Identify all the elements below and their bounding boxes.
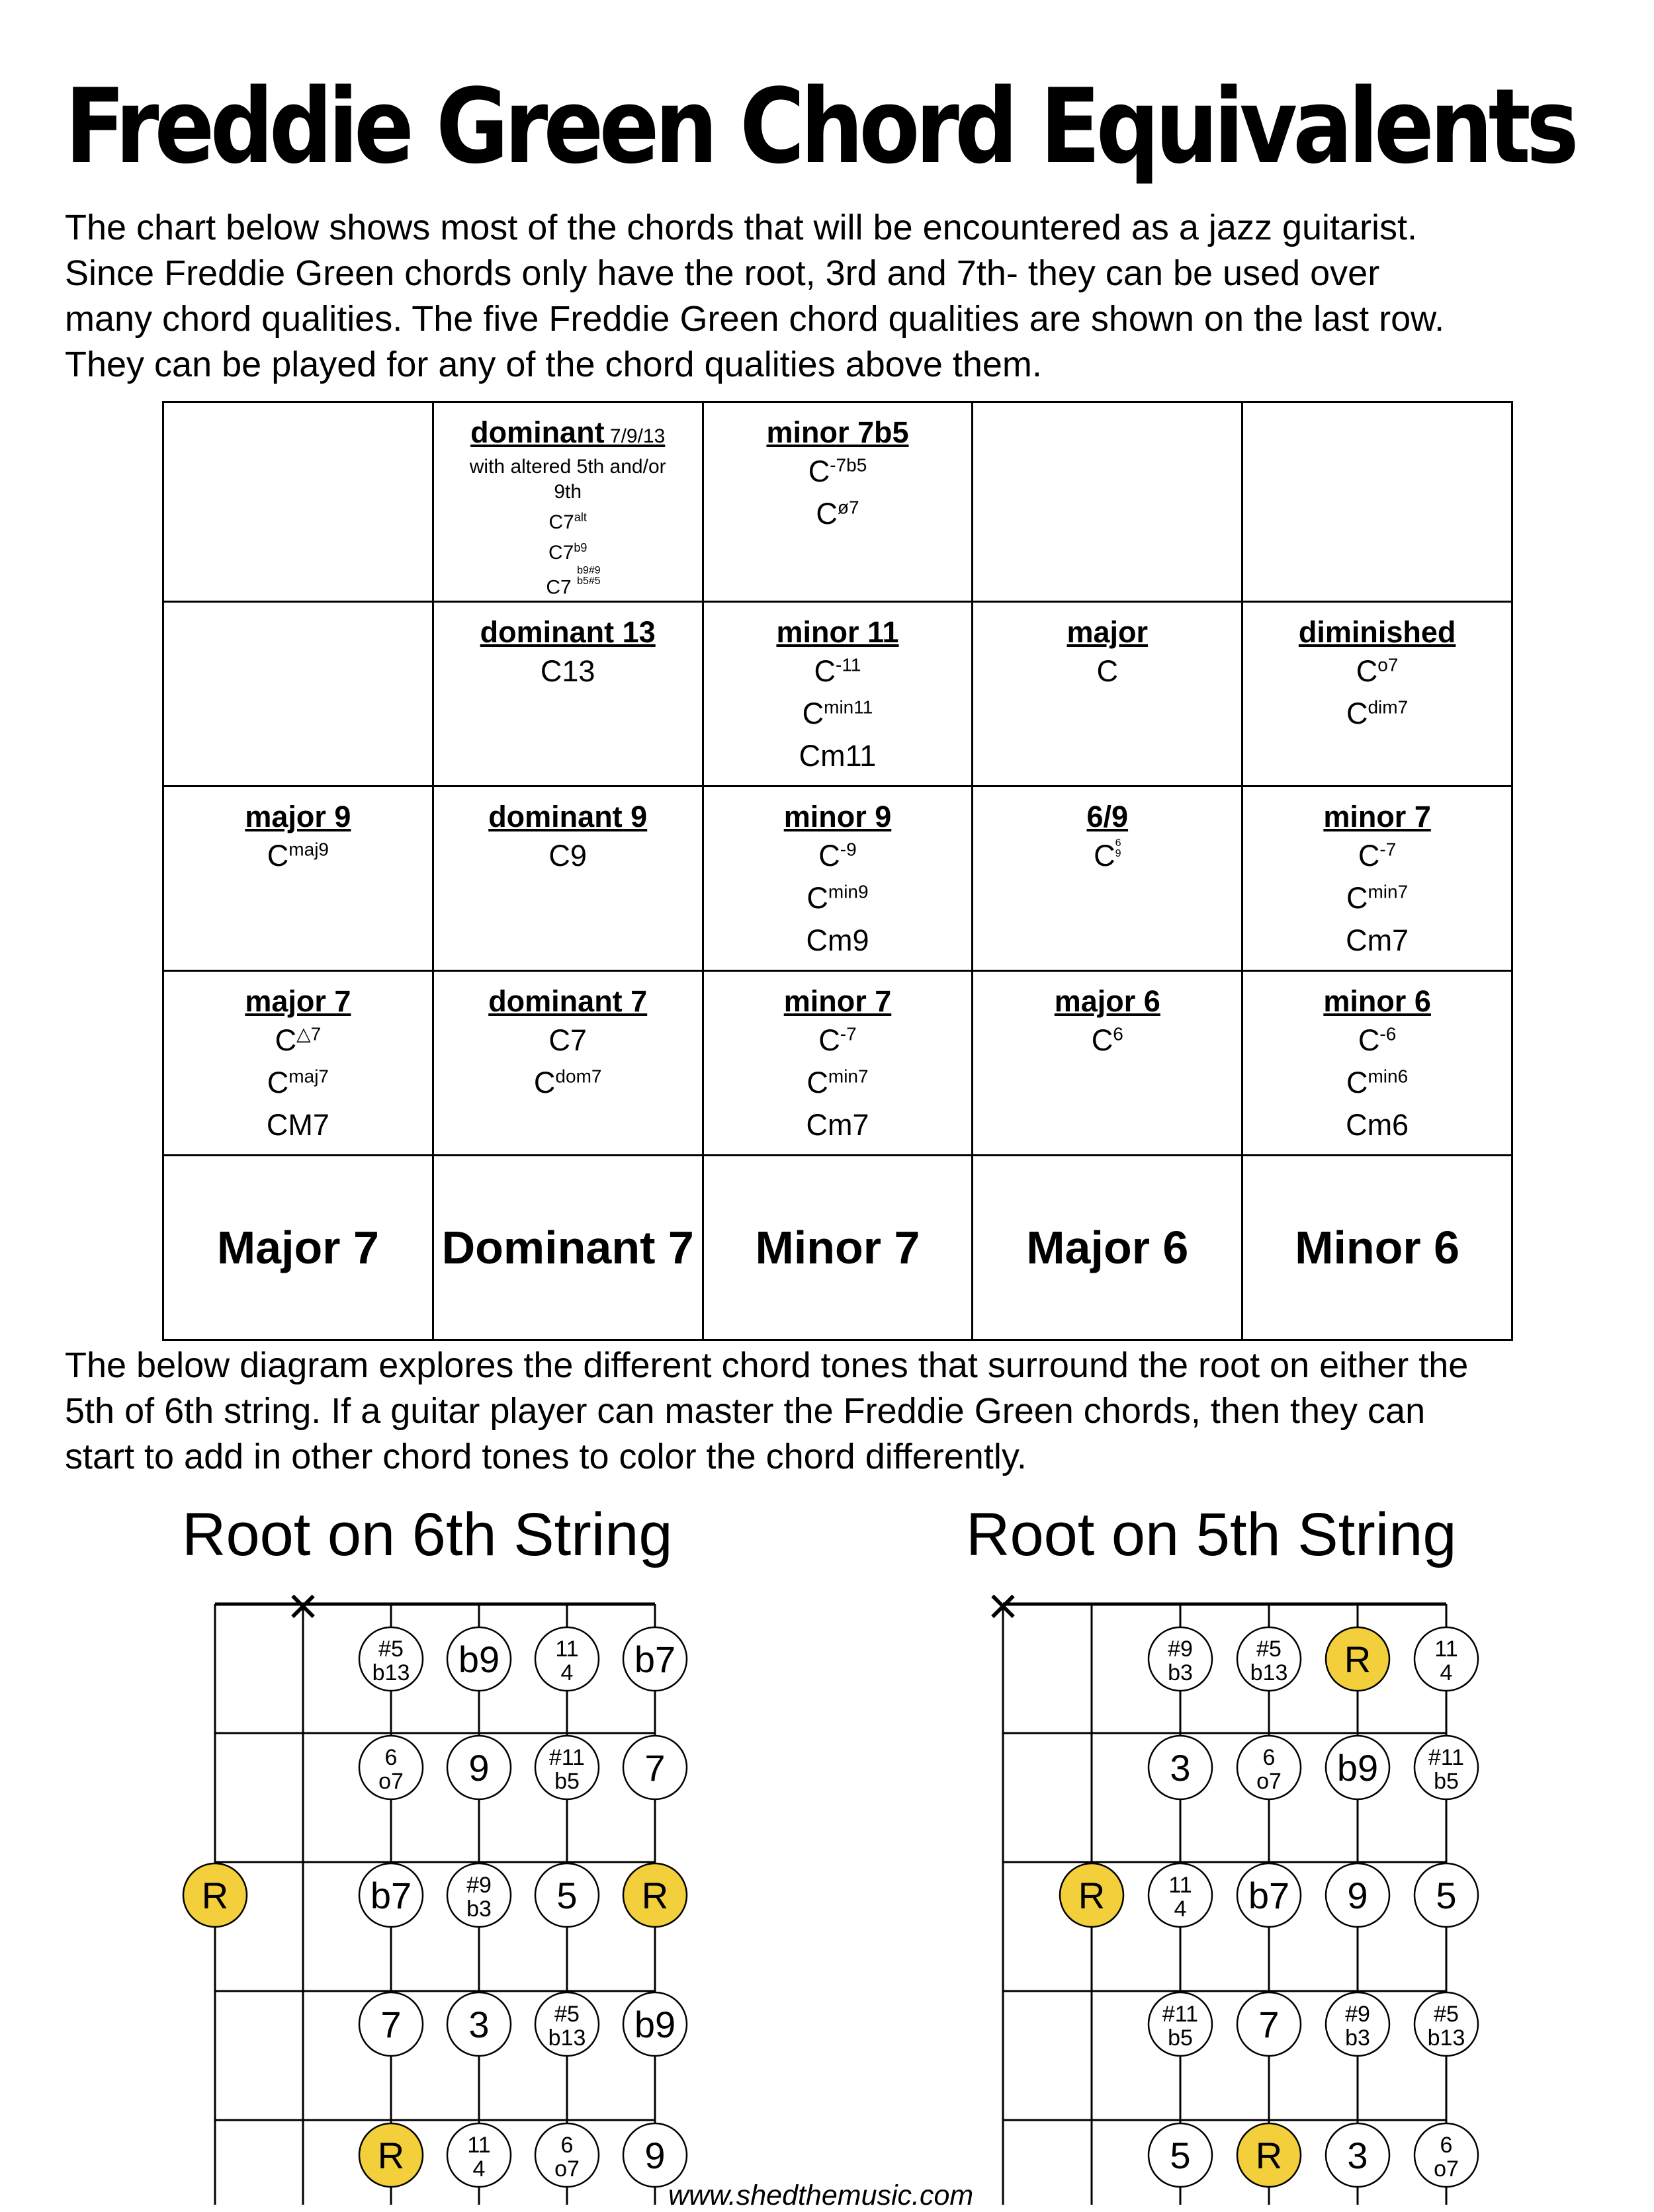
chord-tone-dot — [359, 1627, 423, 1691]
chord-symbol: $C^{-9}$ — [818, 839, 857, 873]
root-note-dot — [1326, 1627, 1389, 1691]
note-label: b3 — [1168, 1660, 1193, 1685]
note-label: o7 — [554, 2156, 580, 2182]
note-label: 11 — [1434, 1637, 1458, 1662]
note-label: 5 — [556, 1875, 578, 1916]
chord-tone-dot — [1415, 2123, 1478, 2187]
root-note-dot — [1237, 2123, 1301, 2187]
root-note-dot — [1060, 1863, 1123, 1927]
note-label: 3 — [468, 2004, 490, 2045]
note-label: 5 — [1436, 1875, 1457, 1916]
chord-symbol: $C^{dim7}$ — [1346, 697, 1409, 731]
chord-symbol: $C^{ø7}$ — [816, 497, 859, 531]
note-label: 3 — [1170, 1747, 1191, 1789]
chord-symbol: $C^{\triangle 7}$ — [275, 1023, 322, 1058]
note-label: b7 — [634, 1638, 676, 1680]
cell-title: minor 9 — [783, 800, 892, 834]
chord-tone-dot — [1415, 1863, 1478, 1927]
note-label: 9 — [644, 2135, 666, 2176]
note-label: b5 — [1168, 2025, 1193, 2051]
chord-tone-dot — [1326, 1736, 1389, 1799]
chord-tone-dot — [1415, 1736, 1478, 1799]
chord-tone-dot — [623, 1627, 687, 1691]
chord-tone-dot — [359, 1863, 423, 1927]
note-label: #11 — [1162, 2002, 1199, 2027]
intro-line: Since Freddie Green chords only have the root, 3rd and 7th- they can be used over — [65, 253, 1380, 293]
chord-symbol: $C^{-7b5}$ — [808, 454, 867, 488]
note-label: o7 — [378, 1769, 404, 1794]
chord-tone-dot — [1326, 2123, 1389, 2187]
cell-note: with altered 5th and/or — [469, 456, 666, 478]
chord-symbol: $C^{o7}$ — [1356, 654, 1399, 689]
note-label: b13 — [1427, 2025, 1465, 2051]
cell-title: dominant 9 — [488, 800, 648, 834]
chord-symbol: C9 — [548, 839, 587, 873]
note-label: 7 — [644, 1747, 666, 1789]
paragraph-line: The below diagram explores the different chord tones that surround the root on either the — [65, 1345, 1469, 1385]
muted-string-icon: × — [987, 1576, 1019, 1635]
chord-symbol: $C^{maj9}$ — [267, 839, 329, 873]
chord-tone-dot — [1149, 2123, 1212, 2187]
chord-symbol: $C^{min6}$ — [1346, 1066, 1409, 1100]
chord-symbol: $C^6$ — [1091, 1023, 1123, 1058]
chord-symbol: Cm7 — [1346, 923, 1409, 958]
chord-tone-dot — [535, 1863, 599, 1927]
note-label: b9 — [634, 2004, 676, 2045]
note-label: 7 — [380, 2004, 402, 2045]
cell-title: minor 11 — [776, 615, 899, 650]
chord-tone-dot — [535, 2123, 599, 2187]
chord-tone-dot — [535, 1736, 599, 1799]
cell-title: major 7 — [245, 984, 351, 1019]
note-label: b5 — [554, 1769, 580, 1794]
intro-line: The chart below shows most of the chords that will be encountered as a jazz guitarist. — [65, 208, 1418, 247]
chord-tone-dot — [623, 1992, 687, 2056]
note-label: #5 — [1434, 2002, 1459, 2027]
intro-line: many chord qualities. The five Freddie Green chord qualities are shown on the last row. — [65, 299, 1445, 339]
chord-symbol: $C^{-7}$ — [818, 1023, 857, 1058]
chord-tone-dot — [1237, 1627, 1301, 1691]
footer-url: www.shedthemusic.com — [668, 2180, 974, 2211]
chord-symbol: CM7 — [266, 1108, 329, 1142]
root-note-dot — [183, 1863, 247, 1927]
chord-symbol: C7 b9#9 b5#5 — [546, 565, 601, 599]
chord-symbol: C — [1096, 654, 1119, 689]
note-label: b5 — [1434, 1769, 1459, 1794]
chord-tone-dot — [1237, 1992, 1301, 2056]
chord-symbol: $C^{maj7}$ — [267, 1066, 329, 1100]
chord-symbol: Cm6 — [1346, 1108, 1409, 1142]
freddie-green-quality: Minor 6 — [1295, 1221, 1460, 1273]
note-label: #11 — [548, 1745, 586, 1770]
muted-string-icon: × — [287, 1576, 319, 1635]
cell-title: dominant 13 — [480, 615, 656, 650]
note-label: R — [641, 1875, 669, 1916]
chord-tone-dot — [1415, 1627, 1478, 1691]
chord-tone-dot — [1149, 1627, 1212, 1691]
chord-tone-dot — [447, 1992, 511, 2056]
cell-title: minor 7b5 — [766, 415, 909, 449]
chord-tone-dot — [1149, 1992, 1212, 2056]
freddie-green-quality: Dominant 7 — [441, 1221, 694, 1273]
note-label: b7 — [1248, 1875, 1290, 1916]
chord-symbol: Cm7 — [806, 1108, 869, 1142]
chord-symbol: Cm11 — [799, 739, 877, 773]
cell-title: minor 6 — [1323, 984, 1431, 1019]
fretboard-root-6th-string — [183, 1576, 687, 2205]
chord-tone-dot — [535, 1992, 599, 2056]
cell-title: dominant — [470, 415, 605, 449]
chord-symbol: Cm9 — [806, 923, 869, 958]
note-label: #11 — [1428, 1745, 1465, 1770]
note-label: #9 — [1345, 2002, 1370, 2027]
note-label: 6 — [1440, 2133, 1453, 2158]
chord-symbol: $C^{-6}$ — [1358, 1023, 1397, 1058]
note-label: b13 — [372, 1660, 410, 1685]
note-label: R — [377, 2135, 405, 2176]
note-label: b13 — [1250, 1660, 1288, 1685]
chord-tone-dot — [623, 1736, 687, 1799]
chord-symbol: C6 9 — [1094, 837, 1121, 873]
chord-tone-dot — [1415, 1992, 1478, 2056]
root-note-dot — [623, 1863, 687, 1927]
note-label: 9 — [468, 1747, 490, 1789]
cell-title: major 6 — [1054, 984, 1160, 1019]
page-title: Freddie Green Chord Equivalents — [65, 66, 1575, 187]
freddie-green-quality: Minor 7 — [755, 1221, 920, 1273]
chord-tone-dot — [535, 1627, 599, 1691]
note-label: 3 — [1347, 2135, 1368, 2176]
note-label: 11 — [555, 1637, 579, 1662]
note-label: 6 — [560, 2133, 574, 2158]
chord-symbol: C7 — [548, 1023, 587, 1058]
note-label: o7 — [1256, 1769, 1282, 1794]
freddie-green-quality: Major 7 — [216, 1221, 379, 1273]
note-label: R — [1255, 2135, 1283, 2176]
note-label: o7 — [1434, 2156, 1459, 2182]
note-label: 6 — [384, 1745, 398, 1770]
cell-title: diminished — [1298, 615, 1456, 650]
cell-title-suffix: 7/9/13 — [604, 425, 666, 447]
cell-note: 9th — [554, 481, 582, 503]
chord-tone-dot — [359, 1736, 423, 1799]
root-note-dot — [359, 2123, 423, 2187]
cell-title: major — [1066, 615, 1149, 650]
note-label: #9 — [466, 1873, 492, 1898]
chord-tone-dot — [1326, 1863, 1389, 1927]
note-label: b3 — [466, 1896, 492, 1922]
freddie-green-quality: Major 6 — [1026, 1221, 1189, 1273]
chord-symbol: $C^{min7}$ — [1346, 881, 1409, 915]
note-label: #9 — [1168, 1637, 1193, 1662]
chord-tone-dot — [447, 1627, 511, 1691]
note-label: 7 — [1258, 2004, 1280, 2045]
diagram-right-title: Root on 5th String — [966, 1501, 1457, 1568]
diagram-left-title: Root on 6th String — [182, 1501, 673, 1568]
note-label: #5 — [554, 2002, 580, 2027]
note-label: 11 — [467, 2133, 491, 2158]
cell-title: 6/9 — [1086, 800, 1129, 834]
chord-symbol: $C7^{b9}$ — [548, 541, 588, 564]
paragraph-line: start to add in other chord tones to color the chord differently. — [65, 1437, 1027, 1476]
note-label: 11 — [1168, 1873, 1192, 1898]
note-label: b7 — [370, 1875, 412, 1916]
cell-title: minor 7 — [1323, 800, 1431, 834]
chord-symbol: $C^{dom7}$ — [533, 1066, 602, 1100]
chord-tone-dot — [623, 2123, 687, 2187]
note-label: #5 — [378, 1637, 404, 1662]
chord-tone-dot — [1149, 1863, 1212, 1927]
chord-symbol: $C^{-7}$ — [1358, 839, 1397, 873]
chord-tone-dot — [359, 1992, 423, 2056]
chord-tone-dot — [1237, 1863, 1301, 1927]
chord-tone-dot — [447, 1863, 511, 1927]
chord-symbol: $C^{-11}$ — [814, 654, 861, 689]
note-label: 5 — [1170, 2135, 1191, 2176]
cell-title: major 9 — [245, 800, 351, 834]
note-label: #5 — [1256, 1637, 1282, 1662]
note-label: 4 — [560, 1660, 574, 1685]
note-label: R — [1078, 1875, 1106, 1916]
intro-line: They can be played for any of the chord qualities above them. — [65, 345, 1042, 384]
chord-symbol: $C7^{alt}$ — [548, 511, 587, 533]
note-label: 4 — [1174, 1896, 1187, 1922]
cell-title: dominant 7 — [488, 984, 648, 1019]
fretboard-root-5th-string — [988, 1576, 1478, 2205]
chord-tone-dot — [447, 1736, 511, 1799]
note-label: 4 — [1440, 1660, 1453, 1685]
chord-symbol: $C^{min9}$ — [806, 881, 869, 915]
chord-tone-dot — [1149, 1736, 1212, 1799]
note-label: b9 — [458, 1638, 500, 1680]
note-label: 9 — [1347, 1875, 1368, 1916]
note-label: 6 — [1262, 1745, 1276, 1770]
chord-tone-dot — [447, 2123, 511, 2187]
note-label: R — [201, 1875, 229, 1916]
note-label: R — [1344, 1638, 1371, 1680]
chord-symbol: $C^{min7}$ — [806, 1066, 869, 1100]
chord-tone-dot — [1237, 1736, 1301, 1799]
note-label: b13 — [548, 2025, 586, 2051]
chord-tone-dot — [1326, 1992, 1389, 2056]
cell-title: minor 7 — [783, 984, 892, 1019]
note-label: 4 — [472, 2156, 486, 2182]
paragraph-line: 5th of 6th string. If a guitar player can master the Freddie Green chords, then they can — [65, 1391, 1426, 1431]
note-label: b3 — [1345, 2025, 1370, 2051]
note-label: b9 — [1336, 1747, 1379, 1789]
chord-symbol: $C^{min11}$ — [802, 697, 873, 731]
chord-symbol: C13 — [540, 654, 595, 689]
